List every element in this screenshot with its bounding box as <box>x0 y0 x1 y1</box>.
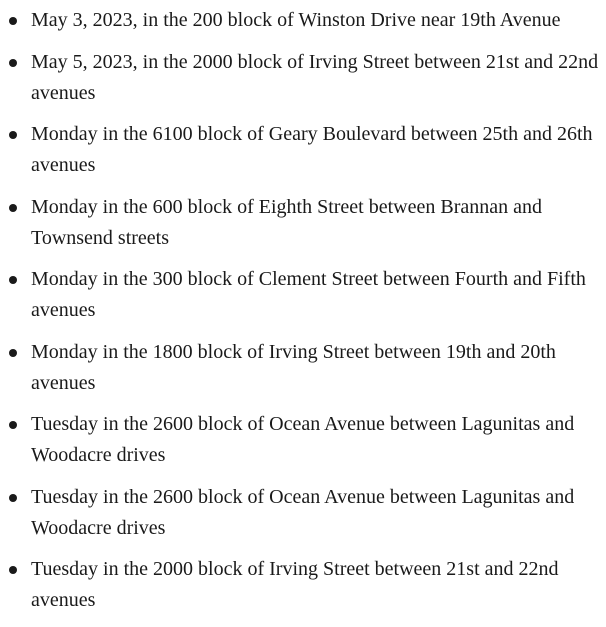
list-item <box>0 264 606 326</box>
list-item-text: May 3, 2023, in the 200 block of Winston Drive near 19th Avenue <box>31 9 561 31</box>
bullet-icon <box>9 59 17 67</box>
list-item <box>0 554 606 616</box>
list-item-text: Monday in the 600 block of Eighth Street between Brannan and Townsend streets <box>31 195 542 249</box>
list-item <box>0 482 606 544</box>
list-item-text: Tuesday in the 2600 block of Ocean Avenue between Lagunitas and Woodacre drives <box>31 413 575 466</box>
list-item-text: Tuesday in the 2600 block of Ocean Avenue between Lagunitas and Woodacre drives <box>31 485 575 539</box>
bullet-icon <box>9 349 17 357</box>
incident-list <box>0 5 606 627</box>
bullet-icon <box>9 131 17 139</box>
list-item-text: Monday in the 300 block of Clement Street between Fourth and Fifth avenues <box>31 268 586 321</box>
bullet-icon <box>9 494 17 502</box>
list-item <box>0 192 606 254</box>
bullet-icon <box>9 421 17 429</box>
bullet-icon <box>9 566 17 574</box>
list-item <box>0 119 606 181</box>
list-item-text: May 5, 2023, in the 2000 block of Irving Street between 21st and 22nd avenues <box>31 50 599 104</box>
bullet-icon <box>9 276 17 284</box>
list-item-text: Monday in the 6100 block of Geary Boulevard between 25th and 26th avenues <box>31 123 593 176</box>
list-item <box>0 409 606 471</box>
bullet-icon <box>9 17 17 25</box>
list-item <box>0 337 606 399</box>
list-item-text: Tuesday in the 2000 block of Irving Street between 21st and 22nd avenues <box>31 558 559 611</box>
bullet-icon <box>9 204 17 212</box>
list-item <box>0 47 606 109</box>
list-item <box>0 5 606 36</box>
list-item-text: Monday in the 1800 block of Irving Street between 19th and 20th avenues <box>31 340 556 394</box>
